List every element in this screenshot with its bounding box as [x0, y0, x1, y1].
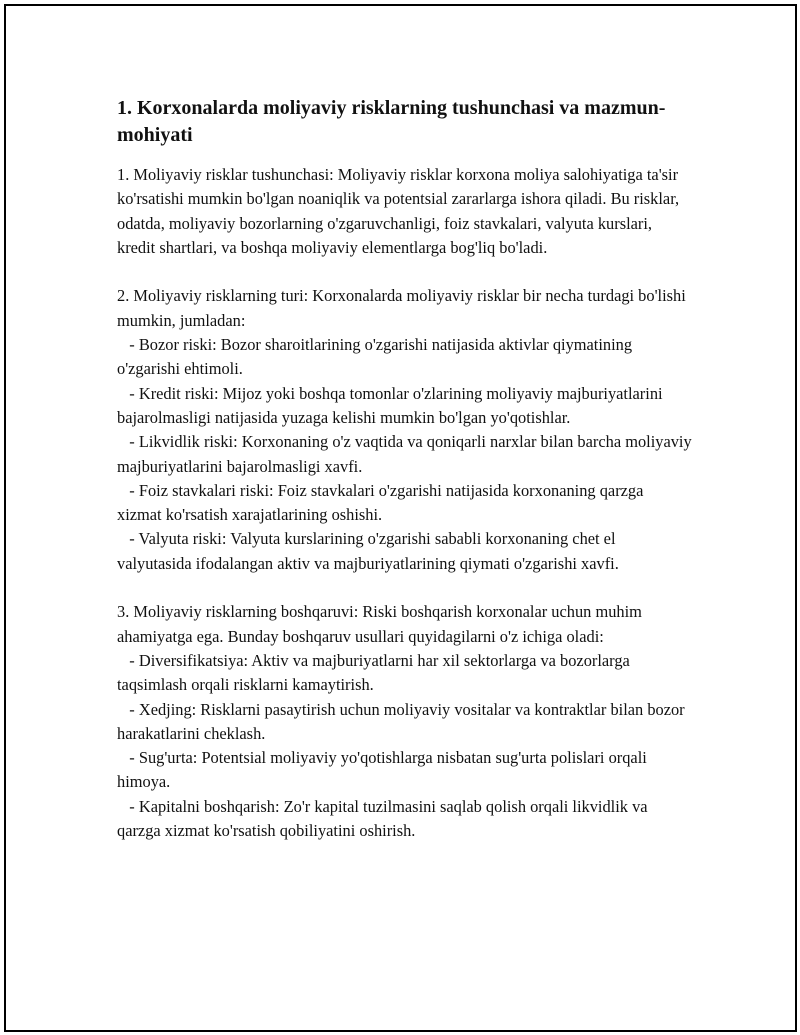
list-item-capital-management: - Kapitalni boshqarish: Zo'r kapital tuzilmasini saqlab qolish orqali likvidlik va qarzga xizmat ko'rsatish qobiliyatini oshirish. [117, 796, 652, 841]
list-item-diversification: - Diversifikatsiya: Aktiv va majburiyatlarni har xil sektorlarga va bozorlarga taqsimlash orqali risklarni kamaytirish. [117, 650, 634, 695]
list-item-interest-rate-risk: - Foiz stavkalari riski: Foiz stavkalari o'zgarishi natijasida korxonaning qarzga xizmat ko'rsatish xarajatlarining oshishi. [117, 480, 648, 525]
document-body [117, 95, 696, 868]
list-item-liquidity-risk: - Likvidlik riski: Korxonaning o'z vaqtida va qoniqarli narxlar bilan barcha moliyaviy majburiyatlarini bajarolmasligi xavfi. [117, 432, 696, 476]
section-intro: 3. Moliyaviy risklarning boshqaruvi: Riski boshqarish korxonalar uchun muhim ahamiyatga ega. Bunday boshqaruv usullari quyidagilarni o'z ichiga oladi: [117, 602, 647, 646]
section-intro: 2. Moliyaviy risklarning turi: Korxonalarda moliyaviy risklar bir necha turdagi bo'lishi mumkin, jumladan: [117, 286, 690, 330]
list-item-insurance: - Sug'urta: Potentsial moliyaviy yo'qotishlarga nisbatan sug'urta polislari orqali himoya. [117, 748, 651, 792]
list-item-currency-risk: - Valyuta riski: Valyuta kurslarining o'zgarishi sababli korxonaning chet el valyutasida ifodalangan aktiv va majburiyatlarining qiymati o'zgarishi xavfi. [117, 529, 620, 573]
section-concept [117, 163, 692, 260]
section-intro: 1. Moliyaviy risklar tushunchasi: Moliyaviy risklar korxona moliya salohiyatiga ta'sir ko'rsatishi mumkin bo'lgan noaniqlik va potentsial zararlarga ishora qiladi. Bu risklar, odatda, moliyaviy bozorlarning o'zgaruvchanligi, foiz stavkalari, valyuta kurslari, kredit shartlari, va boshqa moliyaviy elementlarga bog'liq bo'ladi. [117, 165, 684, 257]
section-risk-types [117, 284, 696, 576]
list-item-hedging: - Xedjing: Risklarni pasaytirish uchun moliyaviy vositalar va kontraktlar bilan bozor harakatlarini cheklash. [117, 699, 689, 743]
list-item-market-risk: - Bozor riski: Bozor sharoitlarining o'zgarishi natijasida aktivlar qiymatining o'zgarishi ehtimoli. [117, 335, 637, 379]
list-item-credit-risk: - Kredit riski: Mijoz yoki boshqa tomonlar o'zlarining moliyaviy majburiyatlarini bajarolmasligi natijasida yuzaga kelishi mumkin bo'lgan yo'qotishlar. [117, 383, 667, 427]
section-risk-management [117, 600, 692, 843]
document-title: 1. Korxonalarda moliyaviy risklarning tushunchasi va mazmun-mohiyati [117, 97, 666, 146]
